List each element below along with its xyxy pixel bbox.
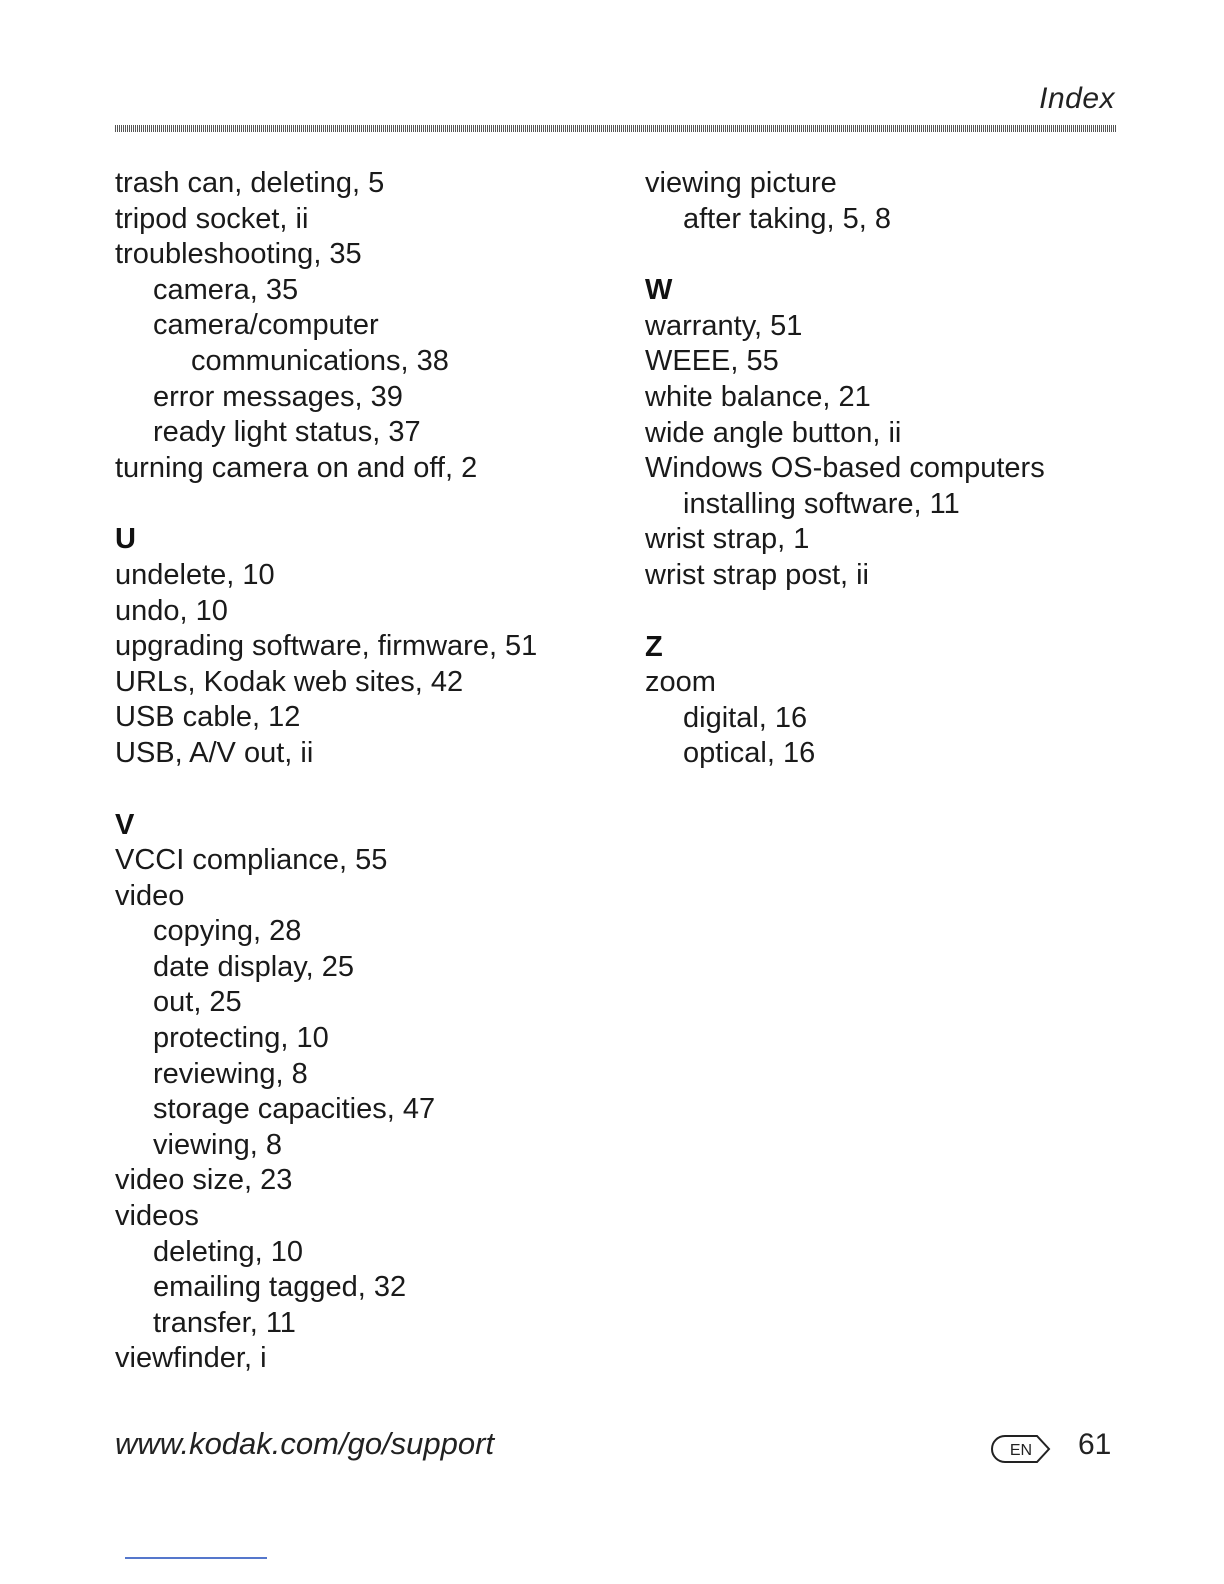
index-subentry: optical, 16 [683, 737, 816, 770]
index-entry: zoom [645, 666, 716, 699]
index-subentry: camera, 35 [153, 273, 299, 306]
index-subentry: communications, 38 [191, 344, 449, 377]
header-rule [115, 125, 1116, 132]
index-entry: wrist strap post, ii [645, 558, 869, 591]
index-subentry: installing software, 11 [683, 487, 960, 520]
index-subentry: transfer, 11 [153, 1306, 296, 1339]
index-subentry: viewing, 8 [153, 1128, 282, 1161]
bottom-link-underline [125, 1557, 267, 1559]
index-entry: turning camera on and off, 2 [115, 451, 478, 484]
index-subentry: copying, 28 [153, 915, 302, 948]
index-entry: tripod socket, ii [115, 202, 309, 235]
index-entry: video size, 23 [115, 1164, 293, 1197]
index-entry: WEEE, 55 [645, 345, 779, 378]
index-entry: upgrading software, firmware, 51 [115, 630, 538, 663]
index-section-letter: Z [645, 630, 663, 663]
footer-url[interactable]: www.kodak.com/go/support [115, 1426, 495, 1461]
index-subentry: error messages, 39 [153, 380, 403, 413]
index-entry: trash can, deleting, 5 [115, 167, 385, 199]
index-column-left [115, 166, 595, 1377]
index-entry: URLs, Kodak web sites, 42 [115, 665, 464, 698]
index-entry: white balance, 21 [645, 380, 871, 413]
index-subentry: camera/computer [153, 309, 379, 342]
index-entry: warranty, 51 [645, 309, 803, 342]
index-entry: troubleshooting, 35 [115, 238, 362, 271]
index-entry: wrist strap, 1 [645, 523, 810, 556]
index-entry: Windows OS-based computers [645, 452, 1045, 485]
index-entry: VCCI compliance, 55 [115, 844, 388, 877]
index-subentry: deleting, 10 [153, 1235, 303, 1268]
page-header-title: Index [1039, 82, 1115, 115]
index-section-letter: V [115, 808, 135, 841]
index-subentry: ready light status, 37 [153, 416, 421, 449]
index-entry: viewfinder, i [115, 1342, 267, 1375]
index-section-letter: W [645, 274, 673, 307]
index-entry: wide angle button, ii [645, 416, 902, 449]
index-subentry: out, 25 [153, 986, 242, 1019]
index-entry: video [115, 879, 185, 912]
index-entry: viewing picture [645, 167, 837, 199]
index-section-letter: U [115, 523, 136, 556]
page-number: 61 [1078, 1428, 1112, 1461]
index-subentry: digital, 16 [683, 701, 808, 734]
index-subentry: storage capacities, 47 [153, 1093, 436, 1126]
index-entry: USB cable, 12 [115, 701, 301, 734]
index-subentry: emailing tagged, 32 [153, 1271, 407, 1304]
index-subentry: protecting, 10 [153, 1022, 329, 1055]
language-badge-icon [991, 1434, 1051, 1464]
index-subentry: after taking, 5, 8 [683, 202, 891, 235]
language-badge-label: EN [1009, 1442, 1033, 1459]
index-entry: videos [115, 1200, 199, 1233]
index-subentry: reviewing, 8 [153, 1057, 308, 1090]
index-subentry: date display, 25 [153, 950, 354, 983]
index-entry: undo, 10 [115, 594, 228, 627]
index-column-right [645, 166, 1125, 772]
index-entry: undelete, 10 [115, 558, 275, 591]
index-entry: USB, A/V out, ii [115, 736, 314, 769]
